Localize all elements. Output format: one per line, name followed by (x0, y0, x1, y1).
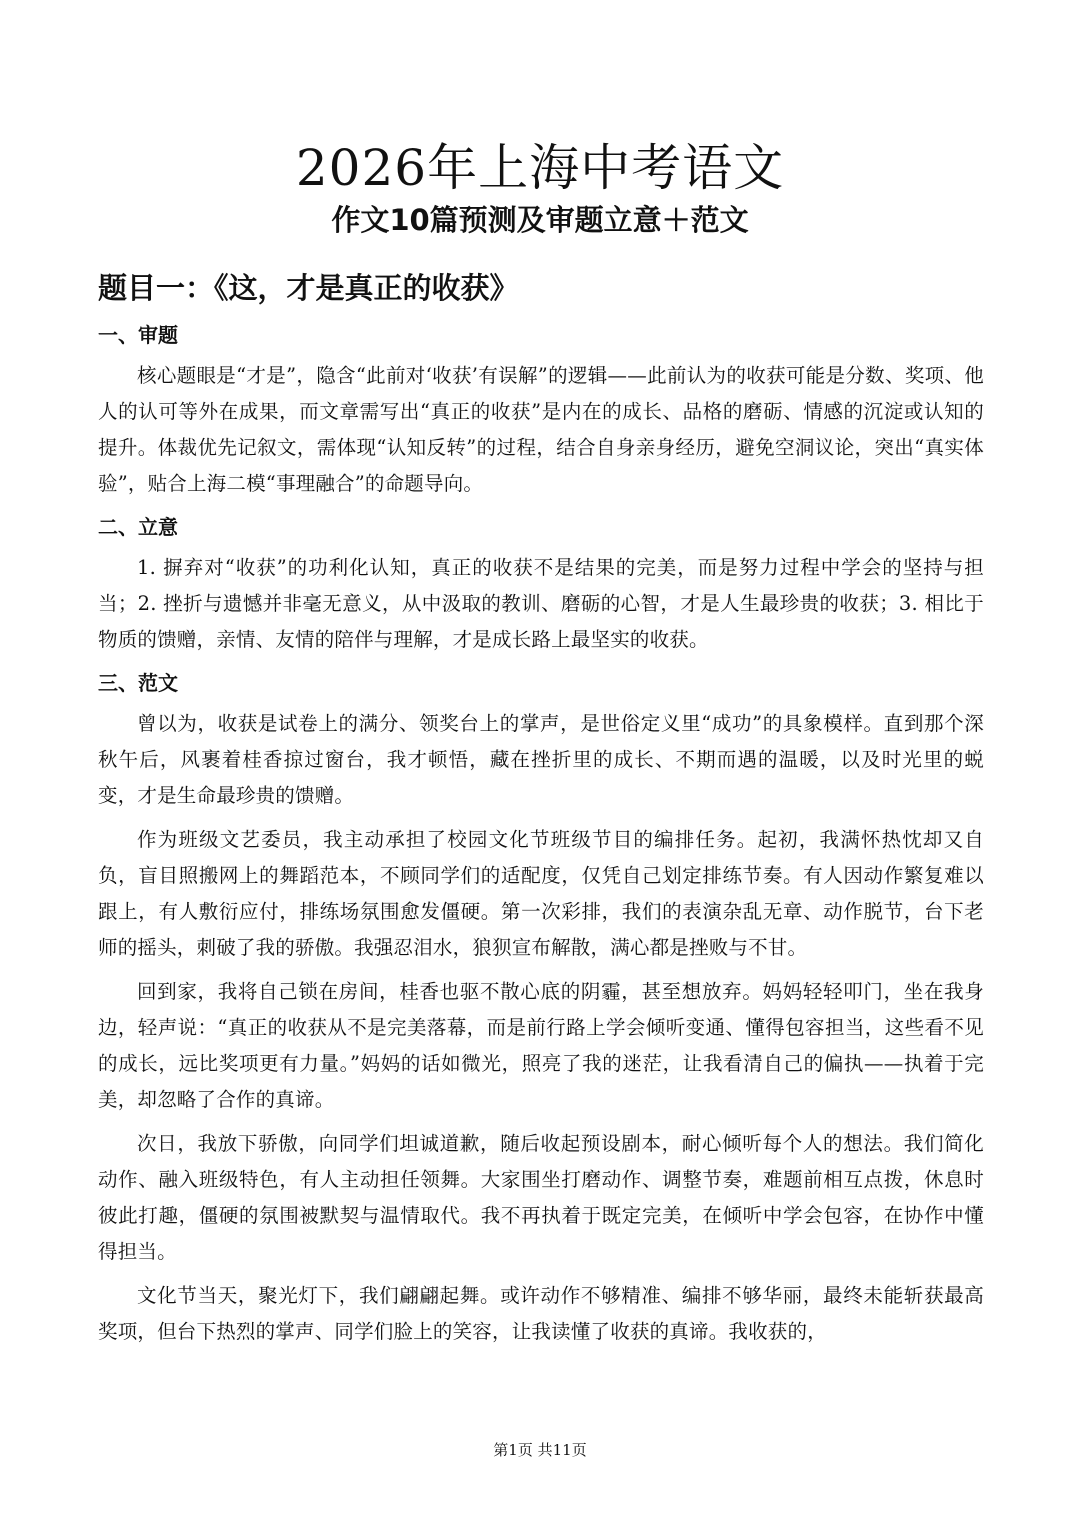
document-body (98, 268, 984, 1358)
section-fanwen (98, 668, 984, 1350)
paragraph: 次日，我放下骄傲，向同学们坦诚道歉，随后收起预设剧本，耐心倾听每个人的想法。我们简化动作、融入班级特色，有人主动担任领舞。大家围坐打磨动作、调整节奏，难题前相互点拨，休息时彼此打趣，僵硬的氛围被默契与温情取代。我不再执着于既定完美，在倾听中学会包容，在协作中懂得担当。 (98, 1132, 984, 1263)
page-number: 第1页 共11页 (493, 1441, 587, 1459)
section-heading: 二、立意 (98, 515, 178, 539)
paragraph: 文化节当天，聚光灯下，我们翩翩起舞。或许动作不够精准、编排不够华丽，最终未能斩获最高奖项，但台下热烈的掌声、同学们脸上的笑容，让我读懂了收获的真谛。我收获的， (98, 1284, 984, 1343)
paragraph: 核心题眼是“才是”，隐含“此前对‘收获’有误解”的逻辑——此前认为的收获可能是分数、奖项、他人的认可等外在成果，而文章需写出“真正的收获”是内在的成长、品格的磨砺、情感的沉淀或认知的提升。体裁优先记叙文，需体现“认知反转”的过程，结合自身亲身经历，避免空洞议论，突出“真实体验”，贴合上海二模“事理融合”的命题导向。 (98, 364, 984, 495)
document-title: 2026年上海中考语文 (295, 139, 785, 197)
paragraph: 曾以为，收获是试卷上的满分、领奖台上的掌声，是世俗定义里“成功”的具象模样。直到那个深秋午后，风裹着桂香掠过窗台，我才顿悟，藏在挫折里的成长、不期而遇的温暖，以及时光里的蜕变，才是生命最珍贵的馈赠。 (98, 712, 984, 807)
section-heading: 三、范文 (98, 671, 178, 695)
paragraph: 作为班级文艺委员，我主动承担了校园文化节班级节目的编排任务。起初，我满怀热忱却又自负，盲目照搬网上的舞蹈范本，不顾同学们的适配度，仅凭自己划定排练节奏。有人因动作繁复难以跟上，有人敷衍应付，排练场氛围愈发僵硬。第一次彩排，我们的表演杂乱无章、动作脱节，台下老师的摇头，刺破了我的骄傲。我强忍泪水，狼狈宣布解散，满心都是挫败与不甘。 (98, 828, 984, 959)
section-shenti (98, 320, 984, 502)
paragraph: 回到家，我将自己锁在房间，桂香也驱不散心底的阴霾，甚至想放弃。妈妈轻轻叩门，坐在我身边，轻声说：“真正的收获从不是完美落幕，而是前行路上学会倾听变通、懂得包容担当，这些看不见的成长，远比奖项更有力量。”妈妈的话如微光，照亮了我的迷茫，让我看清自己的偏执——执着于完美，却忽略了合作的真谛。 (98, 980, 984, 1111)
topic-title: 题目一：《这，才是真正的收获》 (98, 271, 519, 305)
document-subtitle: 作文10篇预测及审题立意＋范文 (331, 203, 749, 237)
section-liyi (98, 512, 984, 658)
paragraph: 1. 摒弃对“收获”的功利化认知，真正的收获不是结果的完美，而是努力过程中学会的坚持与担当；2. 挫折与遗憾并非毫无意义，从中汲取的教训、磨砺的心智，才是人生最珍贵的收获；3. 相比于物质的馈赠，亲情、友情的陪伴与理解，才是成长路上最坚实的收获。 (98, 556, 984, 651)
section-heading: 一、审题 (98, 323, 178, 347)
